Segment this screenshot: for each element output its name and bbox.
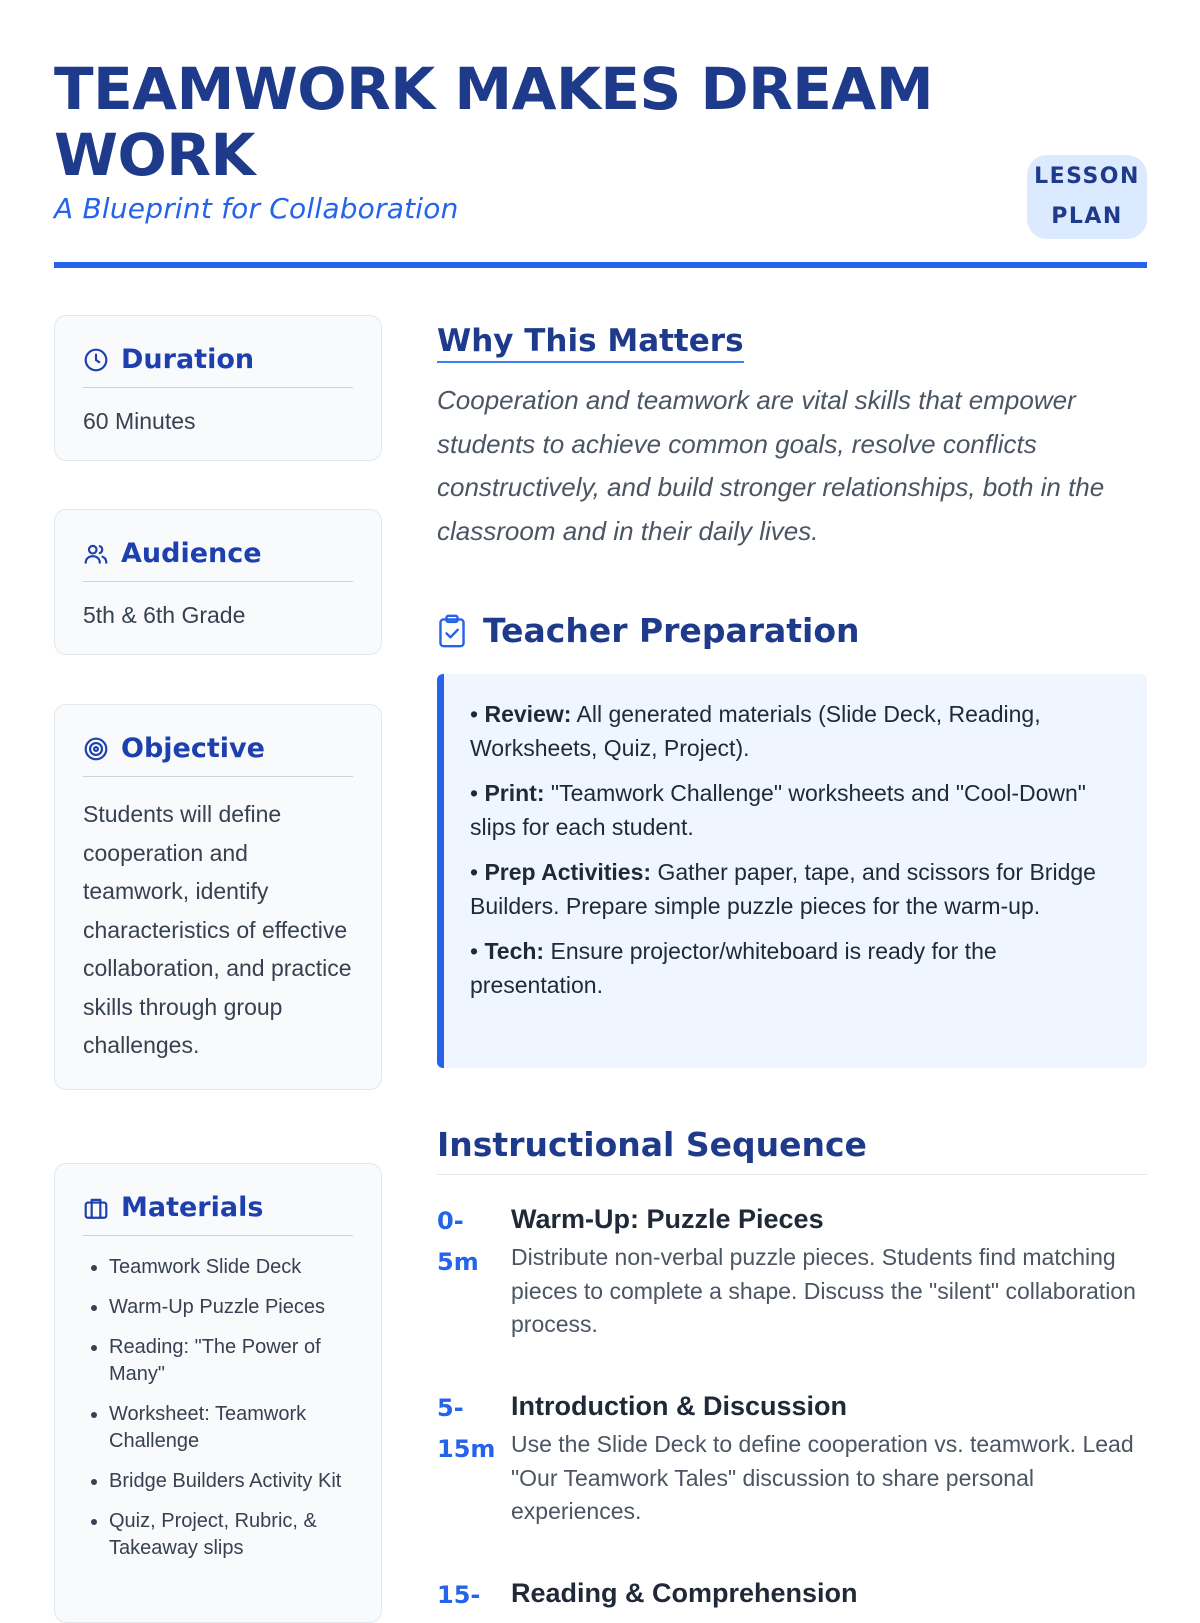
prep-heading-text: Teacher Preparation: [483, 611, 860, 650]
materials-item: • Worksheet: Teamwork Challenge: [109, 1401, 353, 1455]
materials-item: • Quiz, Project, Rubric, & Takeaway slips: [109, 1508, 353, 1562]
step-time: 15-: [437, 1581, 481, 1609]
objective-text: Students will define cooperation and teamwork, identify characteristics of effective collaboration, and practice skills through group challenges.: [83, 801, 352, 1058]
prep-item-label: Review:: [484, 701, 572, 727]
step-title: Warm-Up: Puzzle Pieces: [511, 1204, 824, 1234]
step-time: 0-5m: [437, 1207, 479, 1276]
materials-card-header: [83, 1192, 353, 1236]
materials-item: • Reading: "The Power of Many": [109, 1334, 353, 1388]
step-content: [511, 1575, 858, 1616]
briefcase-icon: [83, 1195, 109, 1221]
sequence-step: [437, 1575, 1147, 1616]
prep-item-text: Gather paper, tape, and scissors for Bridge Builders. Prepare simple puzzle pieces for the warm-up.: [470, 859, 1096, 919]
duration-title: Duration: [121, 344, 255, 375]
materials-list: [83, 1254, 353, 1562]
prep-item: • Review: All generated materials (Slide Deck, Reading, Worksheets, Quiz, Project).: [470, 701, 1041, 761]
objective-card-header: [83, 733, 353, 777]
step-time: 5-15m: [437, 1394, 496, 1463]
page-subtitle: A Blueprint for Collaboration: [54, 192, 459, 225]
duration-card-header: [83, 344, 353, 388]
duration-value: 60 Minutes: [83, 408, 196, 434]
prep-item: • Print: "Teamwork Challenge" worksheets and "Cool-Down" slips for each student.: [470, 780, 1086, 840]
prep-section: [437, 611, 1147, 650]
prep-item-label: Tech:: [484, 938, 545, 964]
step-content: [511, 1201, 1147, 1342]
materials-title: Materials: [121, 1192, 264, 1223]
audience-value: 5th & 6th Grade: [83, 602, 246, 628]
page-header: [54, 55, 1147, 229]
duration-card: [54, 315, 382, 461]
sequence-section: [437, 1125, 1147, 1175]
why-text: Cooperation and teamwork are vital skills that empower students to achieve common goals, resolve conflicts constructively, and build stronger relationships, both in the classroom and in their daily lives.: [437, 385, 1105, 546]
why-section: [437, 323, 1147, 553]
sequence-step: [437, 1388, 1147, 1529]
clipboard-check-icon: [437, 614, 467, 648]
objective-title: Objective: [121, 733, 265, 764]
prep-item-text: All generated materials (Slide Deck, Reading, Worksheets, Quiz, Project).: [470, 701, 1041, 761]
objective-card: [54, 704, 382, 1090]
target-icon: [83, 736, 109, 762]
page-title: TEAMWORK MAKES DREAM WORK: [54, 55, 934, 189]
prep-item: • Prep Activities: Gather paper, tape, and scissors for Bridge Builders. Prepare simple puzzle pieces for the warm-up.: [470, 859, 1096, 919]
audience-title: Audience: [121, 538, 262, 569]
why-heading: Why This Matters: [437, 323, 744, 363]
audience-card-header: [83, 538, 353, 582]
materials-item: • Warm-Up Puzzle Pieces: [109, 1294, 353, 1321]
users-icon: [83, 541, 109, 567]
materials-item: • Bridge Builders Activity Kit: [109, 1468, 353, 1495]
step-title: Reading & Comprehension: [511, 1578, 858, 1608]
prep-item: • Tech: Ensure projector/whiteboard is ready for the presentation.: [470, 938, 997, 998]
prep-box: [437, 674, 1147, 1068]
prep-item-label: Print:: [484, 780, 545, 806]
sequence-step: [437, 1201, 1147, 1342]
prep-item-label: Prep Activities:: [484, 859, 652, 885]
materials-item: • Teamwork Slide Deck: [109, 1254, 353, 1281]
prep-item-text: Ensure projector/whiteboard is ready for the presentation.: [470, 938, 997, 998]
prep-heading: [437, 611, 1147, 650]
audience-card: [54, 509, 382, 655]
step-content: [511, 1388, 1147, 1529]
step-title: Introduction & Discussion: [511, 1391, 848, 1421]
step-description: Distribute non-verbal puzzle pieces. Students find matching pieces to complete a shape. Discuss the "silent" collaboration process.: [511, 1244, 1136, 1337]
sequence-heading: Instructional Sequence: [437, 1125, 1147, 1175]
prep-item-text: "Teamwork Challenge" worksheets and "Cool-Down" slips for each student.: [470, 780, 1086, 840]
header-divider: [54, 262, 1147, 268]
clock-icon: [83, 347, 109, 373]
step-description: Use the Slide Deck to define cooperation vs. teamwork. Lead "Our Teamwork Tales" discussion to share personal experiences.: [511, 1431, 1134, 1524]
lesson-plan-badge: LESSON PLAN: [1027, 155, 1147, 239]
materials-card: [54, 1163, 382, 1623]
